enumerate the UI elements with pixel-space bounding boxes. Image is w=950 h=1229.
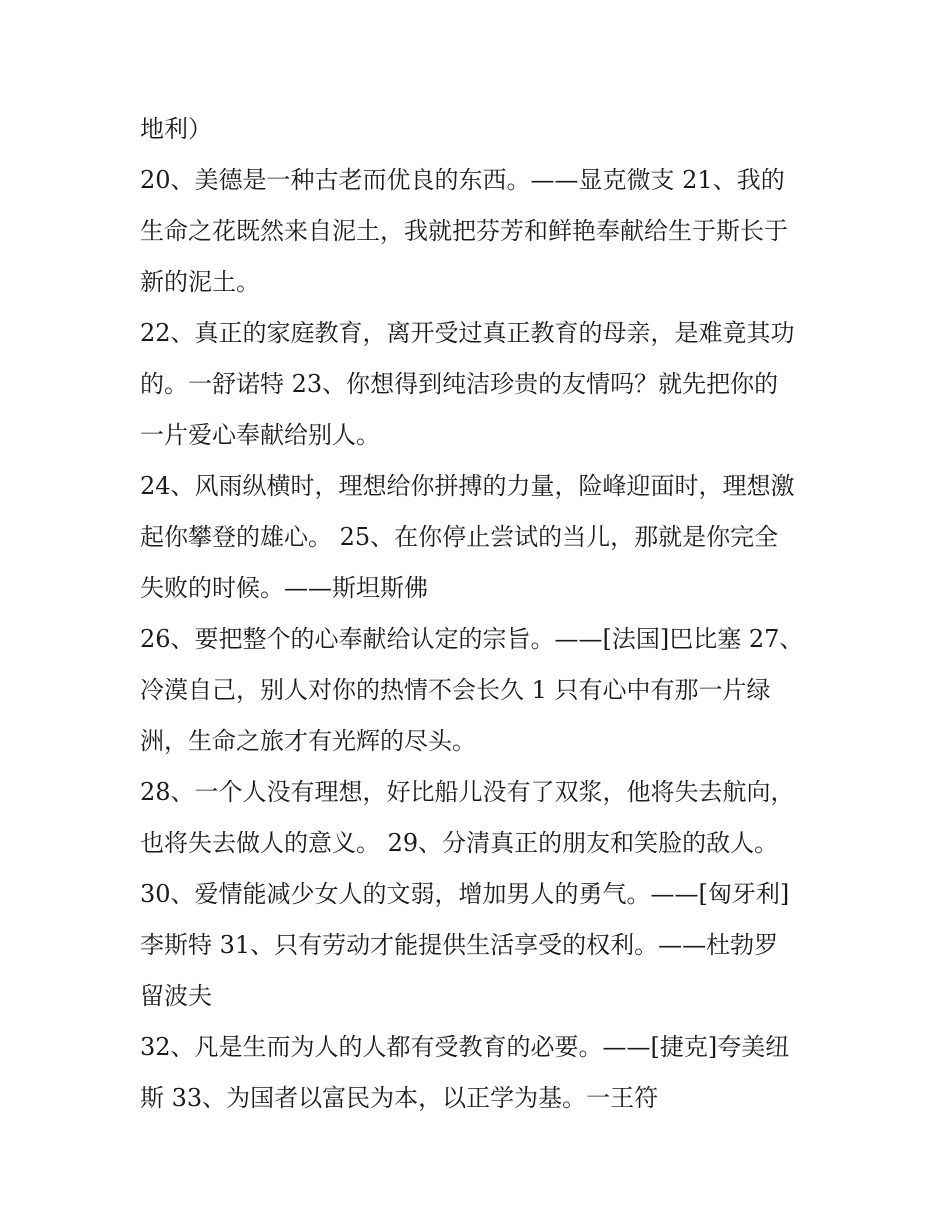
text-line: 的。一舒诺特 23、你想得到纯洁珍贵的友情吗？就先把你的 <box>140 370 779 398</box>
text-line: 也将失去做人的意义。 29、分清真正的朋友和笑脸的敌人。 <box>140 829 779 857</box>
document-body <box>140 104 820 1124</box>
text-line: 28、一个人没有理想，好比船儿没有了双浆，他将失去航向， <box>140 778 795 806</box>
text-line: 洲，生命之旅才有光辉的尽头。 <box>140 727 476 755</box>
text-line: 一片爱心奉献给别人。 <box>140 421 380 449</box>
text-line: 20、美德是一种古老而优良的东西。——显克微支 21、我的 <box>140 166 785 194</box>
text-line: 李斯特 31、只有劳动才能提供生活享受的权利。——杜勃罗 <box>140 931 779 959</box>
text-line: 留波夫 <box>140 982 212 1010</box>
text-line: 斯 33、为国者以富民为本，以正学为基。一王符 <box>140 1084 659 1112</box>
text-line: 冷漠自己，别人对你的热情不会长久 1 只有心中有那一片绿 <box>140 676 771 704</box>
text-line: 32、凡是生而为人的人都有受教育的必要。——[捷克]夸美纽 <box>140 1033 790 1061</box>
text-line: 失败的时候。——斯坦斯佛 <box>140 574 428 602</box>
text-line: 新的泥土。 <box>140 268 260 296</box>
text-line: 30、爱情能减少女人的文弱，增加男人的勇气。——[匈牙利] <box>140 880 790 908</box>
text-line: 22、真正的家庭教育，离开受过真正教育的母亲，是难竟其功 <box>140 319 795 347</box>
text-line: 26、要把整个的心奉献给认定的宗旨。——[法国]巴比塞 27、 <box>140 625 804 653</box>
text-line: 生命之花既然来自泥土，我就把芬芳和鲜艳奉献给生于斯长于 <box>140 217 788 245</box>
text-line: 24、风雨纵横时，理想给你拼搏的力量，险峰迎面时，理想激 <box>140 472 795 500</box>
text-line: 起你攀登的雄心。 25、在你停止尝试的当儿，那就是你完全 <box>140 523 779 551</box>
text-line: 地利） <box>140 115 212 143</box>
